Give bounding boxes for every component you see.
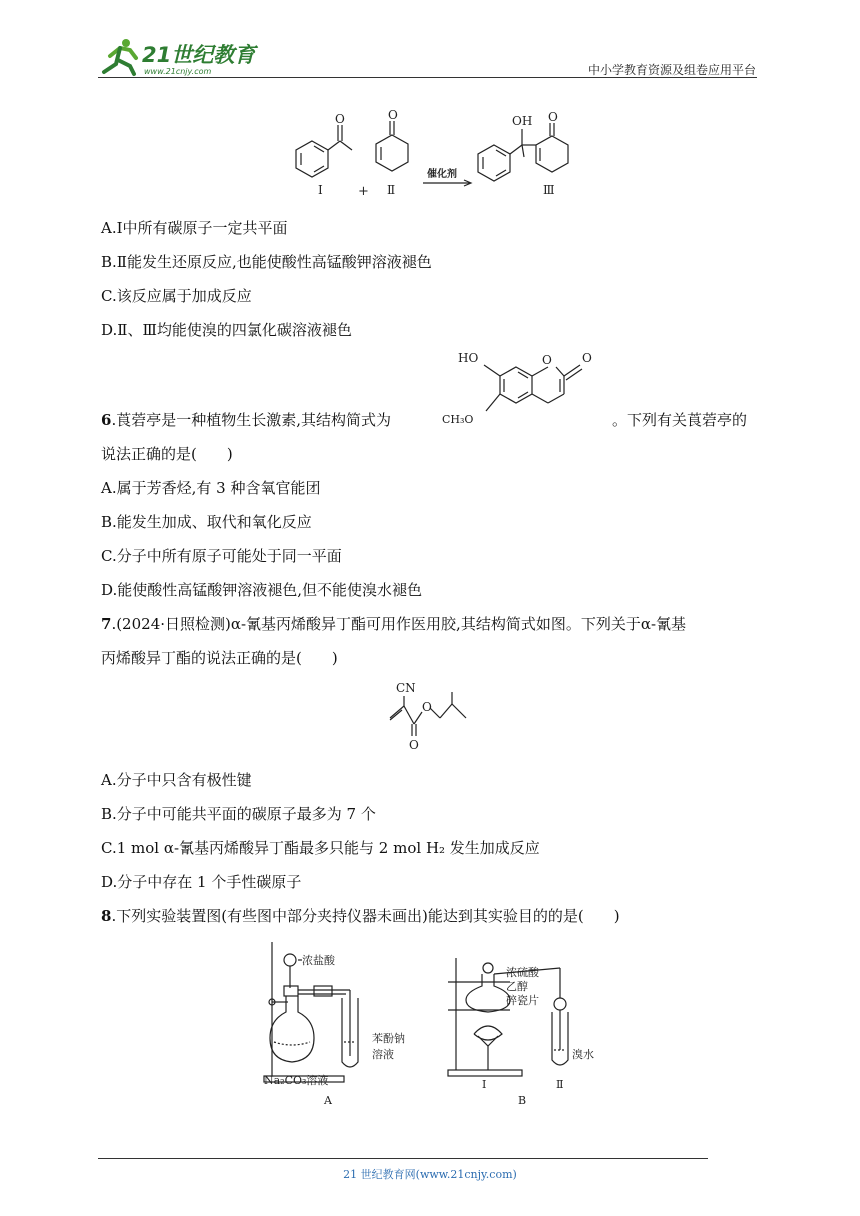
q8-na2co3-label: Na₂CO₃溶液 bbox=[264, 1074, 329, 1087]
q7-option-b: B.分子中可能共平面的碳原子最多为 7 个 bbox=[101, 805, 376, 823]
q8-shards-label: 碎瓷片 bbox=[506, 994, 539, 1007]
q6-stem-part1: .莨菪亭是一种植物生长激素,其结构简式为 bbox=[111, 411, 391, 429]
platform-title: 中小学教育资源及组卷应用平台 bbox=[587, 63, 756, 77]
q6-option-d: D.能使酸性高锰酸钾溶液褪色,但不能使溴水褪色 bbox=[101, 581, 423, 599]
q6-option-b: B.能发生加成、取代和氧化反应 bbox=[101, 513, 312, 531]
q7-structure-figure bbox=[378, 678, 478, 758]
q5-label-2: Ⅱ bbox=[387, 183, 396, 197]
site-logo bbox=[96, 34, 266, 78]
q8-stem-text: .下列实验装置图(有些图中部分夹持仪器未画出)能达到其实验目的的是( ) bbox=[111, 907, 620, 925]
q7-number: 7 bbox=[101, 615, 112, 633]
q8-conc-hcl-label: 浓盐酸 bbox=[302, 954, 335, 967]
header-divider bbox=[98, 77, 757, 78]
q5-option-c: C.该反应属于加成反应 bbox=[101, 287, 252, 305]
q6-ring-oxygen: O bbox=[542, 353, 552, 367]
q6-methoxy-label: CH₃O bbox=[442, 413, 474, 426]
q5-catalyst-label: 催化剂 bbox=[427, 169, 457, 180]
q5-option-b: B.Ⅱ能发生还原反应,也能使酸性高锰酸钾溶液褪色 bbox=[101, 253, 432, 271]
q8-label-2: Ⅱ bbox=[556, 1078, 564, 1091]
q5-label-3: Ⅲ bbox=[543, 183, 555, 197]
q6-option-a: A.属于芳香烃,有 3 种含氧官能团 bbox=[101, 479, 321, 497]
q6-stem-line2: 说法正确的是( ) bbox=[101, 445, 233, 463]
runner-logo-icon bbox=[104, 39, 136, 74]
q8-phenolate-label-1: 苯酚钠 bbox=[372, 1032, 405, 1045]
q7-option-c: C.1 mol α-氰基丙烯酸异丁酯最多只能与 2 mol H₂ 发生加成反应 bbox=[101, 839, 540, 857]
q5-cmpd3-oxygen: O bbox=[548, 110, 558, 124]
q7-stem-line1 bbox=[101, 614, 686, 634]
q5-cmpd1-oxygen: O bbox=[335, 112, 345, 126]
q5-option-d: D.Ⅱ、Ⅲ均能使溴的四氯化碳溶液褪色 bbox=[101, 321, 352, 339]
q6-structure-figure bbox=[438, 345, 608, 430]
q6-keto-oxygen: O bbox=[582, 351, 592, 365]
q8-apparatus-figure bbox=[260, 938, 620, 1110]
q5-reaction-figure bbox=[290, 105, 580, 200]
q7-ester-oxygen: O bbox=[422, 700, 432, 714]
q8-ethanol-label: 乙醇 bbox=[506, 980, 528, 993]
q8-bromine-water-label: 溴水 bbox=[572, 1048, 594, 1061]
q6-stem-part2: 。下列有关莨菪亭的 bbox=[612, 411, 748, 429]
q7-option-d: D.分子中存在 1 个手性碳原子 bbox=[101, 873, 302, 891]
q8-number: 8 bbox=[101, 907, 112, 925]
logo-url-text: www.21cnjy.com bbox=[144, 67, 212, 76]
q7-stem-line2: 丙烯酸异丁酯的说法正确的是( ) bbox=[101, 649, 338, 667]
q8-stem bbox=[101, 906, 620, 926]
logo-main-text: 21世纪教育 bbox=[142, 43, 256, 67]
q6-hydroxy-label: HO bbox=[458, 351, 479, 365]
footer-link[interactable]: 21 世纪教育网(www.21cnjy.com) bbox=[343, 1168, 517, 1181]
q8-label-b: B bbox=[518, 1094, 527, 1107]
q7-keto-oxygen: O bbox=[409, 738, 419, 752]
q5-label-1: Ⅰ bbox=[318, 183, 323, 197]
q5-cmpd2-oxygen: O bbox=[388, 108, 398, 122]
q8-phenolate-label-2: 溶液 bbox=[372, 1048, 394, 1061]
q7-option-a: A.分子中只含有极性键 bbox=[101, 771, 252, 789]
q8-h2so4-label: 浓硫酸 bbox=[506, 966, 539, 979]
q6-option-c: C.分子中所有原子可能处于同一平面 bbox=[101, 547, 342, 565]
footer-divider bbox=[98, 1158, 708, 1159]
q8-label-a: A bbox=[324, 1094, 332, 1107]
q6-number: 6 bbox=[101, 411, 112, 429]
q5-hydroxyl: OH bbox=[512, 114, 533, 128]
q7-cyano-label: CN bbox=[396, 681, 416, 695]
q8-label-1: Ⅰ bbox=[482, 1078, 487, 1091]
q5-option-a: A.Ⅰ中所有碳原子一定共平面 bbox=[101, 219, 288, 237]
q6-stem-line1 bbox=[101, 410, 391, 430]
q5-plus: + bbox=[358, 184, 369, 199]
q7-stem-part1: .(2024·日照检测)α-氰基丙烯酸异丁酯可用作医用胶,其结构简式如图。下列关于α-氰基 bbox=[111, 615, 687, 633]
